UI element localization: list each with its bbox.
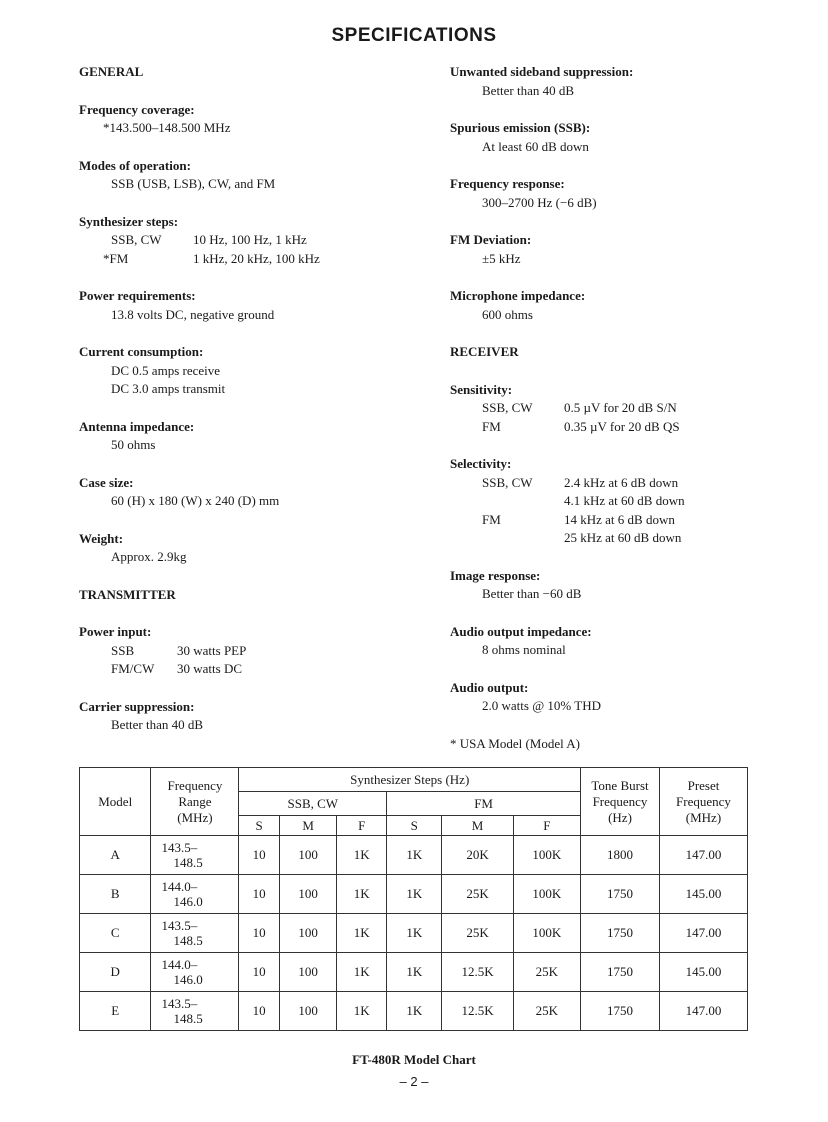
range-end: 146.0 [173, 972, 203, 987]
page-title: SPECIFICATIONS [331, 25, 497, 46]
sel-key [482, 492, 564, 511]
power-in-key: SSB [111, 642, 135, 658]
cell-fm-s: 1K [387, 914, 442, 953]
frequency-response [450, 175, 780, 212]
freqresp-value: 300–2700 Hz (−6 dB) [482, 194, 597, 210]
header-tone-line: Frequency [592, 793, 648, 809]
cell-ssb-s: 10 [239, 836, 280, 875]
header-tone [581, 768, 660, 836]
header-range-line: Range [178, 793, 212, 809]
sens-key: SSB, CW [482, 400, 533, 415]
header-s: S [387, 816, 442, 836]
header-range-line: Frequency [167, 777, 223, 793]
freq-value: *143.500–148.500 MHz [103, 120, 231, 135]
power-in-key: FM/CW [111, 661, 155, 676]
header-range-line: (MHz) [177, 809, 213, 825]
cell-fm-m: 12.5K [442, 992, 513, 1031]
table-row [80, 914, 748, 953]
selectivity [450, 455, 780, 548]
sel-row [450, 474, 780, 493]
header-f: F [513, 816, 580, 836]
carrier-value: Better than 40 dB [111, 717, 204, 732]
power-in-row [79, 642, 419, 661]
sel-row [450, 529, 780, 548]
cell-ssb-s: 10 [239, 914, 280, 953]
current-label: Current consumption: [79, 344, 204, 359]
sel-val: 2.4 kHz at 6 dB down [564, 474, 679, 490]
model-chart-table [79, 767, 748, 1031]
antenna-label: Antenna impedance: [79, 418, 195, 434]
sel-key: FM [482, 511, 501, 527]
header-preset-line: Preset [687, 777, 720, 793]
header-m: M [279, 816, 336, 836]
case-size [79, 474, 419, 511]
sel-label: Selectivity: [450, 456, 512, 471]
range-start: 143.5– [161, 996, 198, 1011]
cell-range [151, 953, 239, 992]
image-value: Better than −60 dB [482, 586, 582, 601]
weight-value: Approx. 2.9kg [111, 549, 187, 564]
sel-key: SSB, CW [482, 474, 533, 490]
page-number: – 2 – [399, 1074, 429, 1089]
cell-ssb-m: 100 [279, 992, 336, 1031]
synth-val: 1 kHz, 20 kHz, 100 kHz [193, 250, 320, 266]
power-in-val: 30 watts PEP [177, 642, 247, 658]
header-preset-line: (MHz) [685, 809, 722, 825]
range-end: 148.5 [173, 1011, 203, 1026]
receiver-section [450, 343, 780, 362]
cell-fm-f: 100K [513, 914, 580, 953]
power-in-label: Power input: [79, 624, 152, 639]
range-start: 143.5– [161, 918, 198, 933]
audio-out-label: Audio output: [450, 679, 529, 695]
audio-output-impedance [450, 623, 780, 660]
cell-ssb-m: 100 [279, 836, 336, 875]
spurious-emission [450, 119, 780, 156]
cell-range [151, 836, 239, 875]
audio-output [450, 679, 780, 716]
table-row [80, 875, 748, 914]
range-start: 144.0– [161, 957, 198, 972]
cell-fm-s: 1K [387, 836, 442, 875]
header-s: S [239, 816, 280, 836]
header-tone-line: (Hz) [608, 809, 632, 825]
carrier-label: Carrier suppression: [79, 698, 195, 714]
cell-tone: 1750 [581, 953, 660, 992]
cell-ssb-m: 100 [279, 953, 336, 992]
freqresp-label: Frequency response: [450, 176, 565, 191]
cell-preset: 145.00 [659, 953, 747, 992]
cell-preset: 147.00 [659, 914, 747, 953]
image-label: Image response: [450, 567, 541, 583]
transmitter-heading: TRANSMITTER [79, 586, 176, 602]
audio-imp-value: 8 ohms nominal [482, 642, 566, 657]
audio-imp-label: Audio output impedance: [450, 623, 592, 639]
spurious-value: At least 60 dB down [482, 138, 589, 154]
sideband-value: Better than 40 dB [482, 82, 575, 98]
cell-ssb-m: 100 [279, 875, 336, 914]
synth-row [79, 250, 419, 269]
microphone-impedance [450, 287, 780, 324]
power-requirements [79, 287, 419, 324]
synth-val: 10 Hz, 100 Hz, 1 kHz [193, 232, 307, 247]
power-req-value: 13.8 volts DC, negative ground [111, 306, 275, 322]
sel-val: 4.1 kHz at 60 dB down [564, 493, 685, 508]
sens-val: 0.35 µV for 20 dB QS [564, 418, 680, 434]
header-preset-line: Frequency [676, 793, 731, 809]
usa-model-note: * USA Model (Model A) [450, 735, 580, 751]
freq-label: Frequency coverage: [79, 101, 195, 117]
sens-val: 0.5 µV for 20 dB S/N [564, 400, 677, 415]
modes-value: SSB (USB, LSB), CW, and FM [111, 176, 276, 191]
header-preset [659, 768, 747, 836]
range-end: 148.5 [173, 933, 203, 948]
header-synth: Synthesizer Steps (Hz) [239, 768, 581, 792]
sens-row [450, 399, 780, 418]
sel-val: 14 kHz at 6 dB down [564, 511, 675, 527]
header-tone-line: Tone Burst [591, 777, 649, 793]
cell-range [151, 992, 239, 1031]
fmdev-value: ±5 kHz [482, 250, 521, 266]
carrier-suppression [79, 698, 419, 735]
audio-out-value: 2.0 watts @ 10% THD [482, 698, 601, 713]
synth-label: Synthesizer steps: [79, 213, 179, 229]
cell-preset: 145.00 [659, 875, 747, 914]
fm-deviation [450, 231, 780, 268]
cell-fm-s: 1K [387, 875, 442, 914]
weight [79, 530, 419, 567]
cell-model: A [80, 836, 151, 875]
cell-model: D [80, 953, 151, 992]
header-f: F [337, 816, 387, 836]
chart-caption: FT-480R Model Chart [352, 1052, 476, 1067]
table-row [80, 992, 748, 1031]
modes-of-operation [79, 157, 419, 194]
antenna-impedance [79, 418, 419, 455]
range-start: 143.5– [161, 840, 198, 855]
cell-ssb-s: 10 [239, 875, 280, 914]
cell-model: E [80, 992, 151, 1031]
cell-tone: 1750 [581, 875, 660, 914]
cell-ssb-f: 1K [337, 914, 387, 953]
sel-key [482, 529, 564, 548]
header-range [151, 768, 239, 836]
sel-row [450, 511, 780, 530]
cell-ssb-s: 10 [239, 953, 280, 992]
header-ssbcw: SSB, CW [239, 792, 387, 816]
cell-ssb-f: 1K [337, 992, 387, 1031]
sens-key: FM [482, 418, 501, 434]
general-heading: GENERAL [79, 64, 144, 79]
cell-fm-f: 25K [513, 992, 580, 1031]
cell-fm-s: 1K [387, 992, 442, 1031]
cell-ssb-m: 100 [279, 914, 336, 953]
case-value: 60 (H) x 180 (W) x 240 (D) mm [111, 493, 280, 508]
fmdev-label: FM Deviation: [450, 232, 532, 247]
range-start: 144.0– [161, 879, 198, 894]
receiver-heading: RECEIVER [450, 344, 519, 359]
synth-row [79, 231, 419, 250]
cell-range [151, 914, 239, 953]
synth-key: SSB, CW [111, 232, 162, 247]
cell-model: B [80, 875, 151, 914]
cell-tone: 1800 [581, 836, 660, 875]
cell-fm-f: 25K [513, 953, 580, 992]
header-model: Model [80, 768, 151, 836]
synthesizer-steps [79, 213, 419, 269]
cell-preset: 147.00 [659, 836, 747, 875]
cell-ssb-s: 10 [239, 992, 280, 1031]
transmitter-section [79, 586, 419, 605]
sensitivity [450, 381, 780, 437]
power-req-label: Power requirements: [79, 288, 196, 303]
cell-fm-m: 12.5K [442, 953, 513, 992]
sideband-label: Unwanted sideband suppression: [450, 64, 634, 79]
power-in-val: 30 watts DC [177, 661, 242, 676]
mic-value: 600 ohms [482, 306, 533, 322]
synth-key: *FM [103, 250, 129, 266]
table-row [80, 953, 748, 992]
cell-ssb-f: 1K [337, 875, 387, 914]
frequency-coverage [79, 101, 419, 138]
cell-fm-m: 25K [442, 875, 513, 914]
current-consumption [79, 343, 419, 399]
mic-label: Microphone impedance: [450, 288, 586, 303]
cell-fm-s: 1K [387, 953, 442, 992]
current-rx: DC 0.5 amps receive [111, 362, 221, 378]
cell-fm-m: 20K [442, 836, 513, 875]
cell-ssb-f: 1K [337, 953, 387, 992]
header-m: M [442, 816, 513, 836]
sel-row [450, 492, 780, 511]
sel-val: 25 kHz at 60 dB down [564, 530, 682, 545]
sens-row [450, 418, 780, 437]
weight-label: Weight: [79, 530, 124, 546]
power-input [79, 623, 419, 679]
spurious-label: Spurious emission (SSB): [450, 120, 591, 135]
cell-fm-f: 100K [513, 875, 580, 914]
image-response [450, 567, 780, 604]
modes-label: Modes of operation: [79, 157, 191, 173]
cell-preset: 147.00 [659, 992, 747, 1031]
range-end: 148.5 [173, 855, 203, 870]
cell-model: C [80, 914, 151, 953]
sideband-suppression [450, 63, 780, 100]
current-tx: DC 3.0 amps transmit [111, 381, 226, 396]
cell-tone: 1750 [581, 914, 660, 953]
general-section [79, 63, 419, 82]
table-row [80, 836, 748, 875]
case-label: Case size: [79, 474, 134, 490]
range-end: 146.0 [173, 894, 203, 909]
cell-fm-m: 25K [442, 914, 513, 953]
cell-fm-f: 100K [513, 836, 580, 875]
cell-range [151, 875, 239, 914]
header-fm: FM [387, 792, 581, 816]
antenna-value: 50 ohms [111, 437, 156, 452]
right-column [450, 63, 780, 753]
sens-label: Sensitivity: [450, 381, 513, 397]
left-column [79, 63, 419, 754]
cell-tone: 1750 [581, 992, 660, 1031]
power-in-row [79, 660, 419, 679]
cell-ssb-f: 1K [337, 836, 387, 875]
